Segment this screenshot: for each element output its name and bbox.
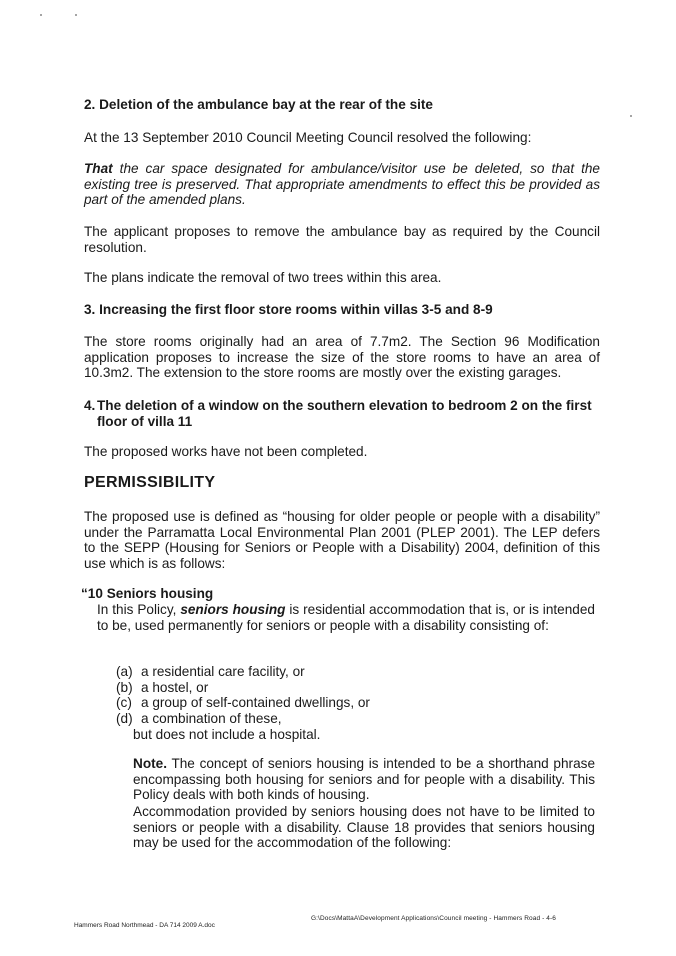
defined-term: seniors housing (180, 602, 286, 617)
scan-speck (75, 14, 77, 16)
section-2-paragraph-3: The plans indicate the removal of two trees within this area. (84, 270, 442, 285)
section-4-number: 4. (84, 398, 96, 413)
permissibility-paragraph: The proposed use is defined as “housing for older people or people with a disability” under the Parramatta Local Environmental Plan 2001 (PLEP 2001). The LEP defers to the SEPP (Housing for Seniors or People with a Disability) 2004, definition of this use which is as follows: (84, 509, 600, 571)
resolution-text: the car space designated for ambulance/visitor use be deleted, so that the existing tree is preserved. That appropriate amendments to effect this be provided as part of the amended plans. (84, 161, 600, 207)
section-2-intro: At the 13 September 2010 Council Meeting Council resolved the following: (84, 130, 532, 145)
scan-speck (40, 14, 42, 16)
note-text: The concept of seniors housing is intended to be a shorthand phrase encompassing both housing for seniors and for people with a disability. This Policy deals with both kinds of housing. (133, 756, 595, 802)
list-item: (d) a combination of these, (116, 710, 282, 726)
section-4-heading (84, 398, 600, 430)
permissibility-title: PERMISSIBILITY (84, 474, 216, 491)
note-paragraph-2: Accommodation provided by seniors housing does not have to be limited to seniors or people with a disability. Clause 18 provides that seniors housing may be used for the accommodation of the following: (133, 804, 595, 850)
note-paragraph (133, 756, 595, 803)
section-2-paragraph-2: The applicant proposes to remove the ambulance bay as required by the Council resolution. (84, 224, 600, 255)
quote-heading: “10 Seniors housing (81, 586, 214, 601)
section-2-heading: 2. Deletion of the ambulance bay at the rear of the site (84, 97, 433, 112)
scan-speck (630, 115, 632, 117)
list-item: (b) a hostel, or (116, 679, 209, 695)
council-resolution (84, 161, 600, 208)
section-3-paragraph: The store rooms originally had an area of 7.7m2. The Section 96 Modification application proposes to increase the size of the store rooms to have an area of 10.3m2. The extension to the store rooms are mostly over the existing garages. (84, 334, 600, 380)
seniors-housing-definition (97, 602, 595, 633)
list-tail: but does not include a hospital. (133, 727, 321, 742)
list-item: (a) a residential care facility, or (116, 664, 305, 679)
footer-filename: Hammers Road Northmead - DA 714 2009 A.doc (74, 922, 215, 929)
definition-lead: In this Policy, (97, 602, 181, 617)
section-4-title: The deletion of a window on the southern elevation to bedroom 2 on the first floor of villa 11 (97, 398, 592, 429)
resolution-lead: That (84, 161, 113, 176)
definition-list (116, 664, 586, 726)
definition-body: is residential accommodation that is, or is intended to be, used permanently for seniors or people with a disability consisting of: (97, 602, 595, 633)
section-3-heading: 3. Increasing the first floor store rooms within villas 3-5 and 8-9 (84, 302, 493, 317)
list-item: (c) a group of self-contained dwellings, or (116, 695, 370, 710)
note-label: Note. (133, 756, 167, 771)
footer-path: G:\Docs\MattaA\Development Applications\Council meeting - Hammers Road - 4-6 (311, 915, 556, 922)
section-4-paragraph: The proposed works have not been completed. (84, 444, 368, 459)
